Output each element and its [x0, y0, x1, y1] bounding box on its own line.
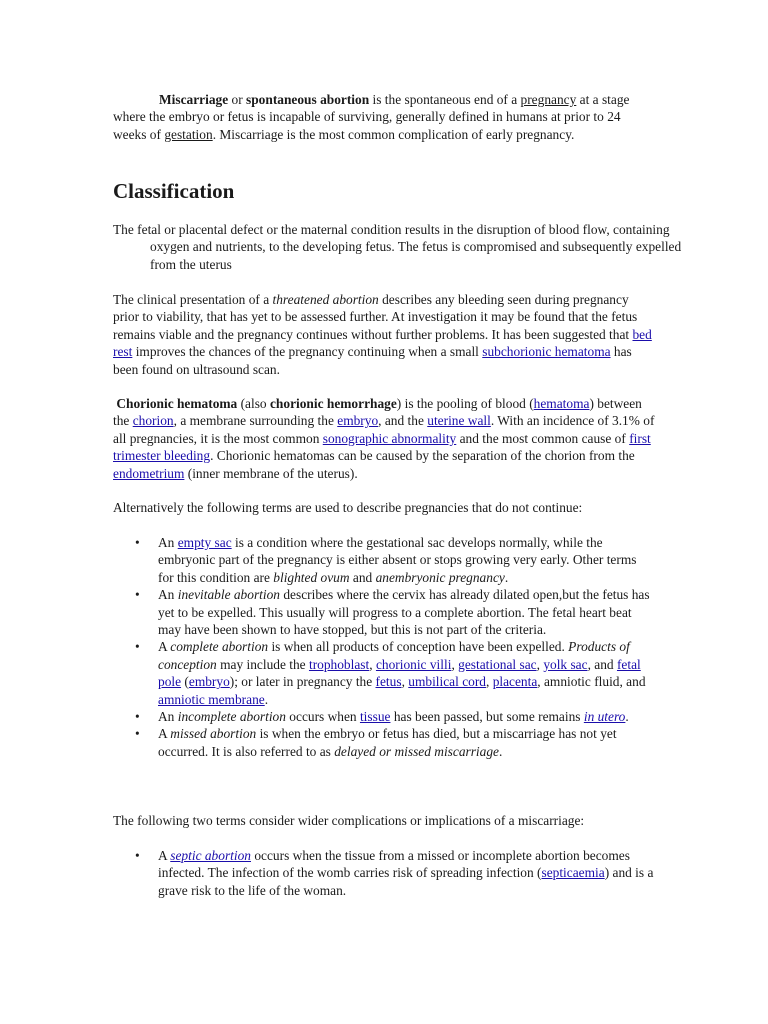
text: , [369, 656, 376, 672]
text: An [158, 709, 178, 725]
link-first-trimester-bleeding[interactable]: first trimester bleeding [113, 430, 651, 464]
link-amniotic-membrane[interactable]: amniotic membrane [158, 691, 265, 707]
text: . [264, 691, 269, 707]
text: ); or later in pregnancy the [229, 674, 376, 690]
term-threatened-abortion: threatened abortion [272, 292, 379, 307]
link-umbilical-cord[interactable]: umbilical cord [408, 674, 486, 690]
text: (inner membrane of the uterus). [184, 465, 358, 481]
term-complete-abortion: complete abortion [170, 639, 269, 655]
link-gestational-sac[interactable]: gestational sac [458, 656, 537, 672]
text: is the spontaneous end of a [369, 92, 521, 107]
bullet-icon: • [135, 709, 140, 725]
text: is when all products of conception have been expelled. [268, 639, 569, 655]
link-embryo-2[interactable]: embryo [188, 674, 230, 690]
list-item [113, 725, 655, 760]
term-inevitable-abortion: inevitable abortion [177, 587, 280, 603]
text: An [158, 587, 178, 603]
section-heading: Classification [113, 179, 235, 203]
list-pregnancy-terms [113, 534, 655, 760]
list-item [113, 847, 655, 899]
link-empty-sac[interactable]: empty sac [177, 535, 232, 550]
text: A [158, 726, 171, 742]
bullet-icon: • [135, 535, 140, 550]
text: . With an incidence of 3.1% of all pregnancies, it is the most common [113, 413, 655, 446]
link-trophoblast[interactable]: trophoblast [308, 656, 370, 672]
list-complications [113, 847, 655, 899]
list-item [113, 708, 655, 725]
text: , [451, 656, 459, 672]
paragraph-fetal-defect: The fetal or placental defect or the maternal condition results in the disruption of blood flow, containing oxygen and nutrients, to the developing fetus. The fetus is compromised and subsequently expelled from the uterus [113, 222, 682, 272]
list-item [113, 586, 655, 638]
link-septicaemia[interactable]: septicaemia [541, 865, 605, 881]
link-endometrium[interactable]: endometrium [113, 465, 185, 481]
list-item [113, 638, 655, 708]
link-septic-abortion[interactable] [170, 848, 251, 863]
text: An [158, 535, 178, 550]
term-spontaneous-abortion: spontaneous abortion [246, 92, 370, 107]
text: occurs when [285, 709, 360, 725]
text: A [158, 848, 171, 863]
paragraph-alternative-terms: Alternatively the following terms are used to describe pregnancies that do not continue: [113, 500, 583, 515]
text: ( [181, 674, 189, 690]
text: , and [587, 656, 617, 672]
link-embryo[interactable]: embryo [337, 413, 379, 429]
text: is a condition where the gestational sac develops normally, while the embryonic part of the pregnancy is either absent or stops growing very early. Other terms for this condition are [158, 535, 637, 585]
term-missed-abortion: missed abortion [170, 726, 257, 742]
link-uterine-wall[interactable]: uterine wall [427, 413, 491, 429]
text: . [625, 709, 629, 725]
term-chorionic-hematoma: Chorionic hematoma [116, 396, 238, 411]
term-incomplete-abortion: incomplete abortion [177, 709, 286, 725]
text: , amniotic fluid, and [537, 674, 646, 690]
link-placenta[interactable]: placenta [492, 674, 538, 690]
link-hematoma[interactable]: hematoma [533, 396, 590, 411]
text: occurs when the tissue from a missed or incomplete abortion becomes infected. The infection of the womb carries risk of spreading infection ( [158, 848, 630, 881]
link-sonographic-abnormality[interactable]: sonographic abnormality [322, 430, 457, 446]
text: . Miscarriage is the most common complication of early pregnancy. [212, 126, 575, 142]
text: ) is the pooling of blood ( [396, 396, 534, 411]
term-chorionic-hemorrhage: chorionic hemorrhage [269, 396, 397, 411]
link-chorionic-villi[interactable]: chorionic villi [375, 656, 452, 672]
paragraph-chorionic-hematoma [113, 395, 655, 482]
link-bed-rest[interactable]: bed rest [113, 326, 652, 360]
paragraph-wider-complications: The following two terms consider wider complications or implications of a miscarriage: [113, 813, 585, 828]
bullet-icon: • [135, 587, 140, 603]
text: ) between the [113, 396, 642, 429]
link-in-utero[interactable] [583, 709, 629, 725]
link-tissue[interactable]: tissue [359, 709, 391, 725]
intro-paragraph [113, 91, 655, 143]
text: . [504, 569, 509, 585]
term-delayed-missed-miscarriage: delayed or missed miscarriage [334, 743, 499, 759]
bullet-icon: • [135, 848, 140, 863]
text: , [401, 674, 409, 690]
list-item [113, 534, 655, 586]
text: , [485, 674, 493, 690]
term-blighted-ovum: blighted ovum [273, 569, 350, 585]
text: . Chorionic hematomas can be caused by the separation of the chorion from the [210, 448, 635, 464]
text: , and the [378, 413, 428, 429]
text: may include the [216, 656, 309, 672]
bullet-icon: • [135, 639, 140, 655]
bullet-icon: • [135, 726, 140, 742]
term-anembryonic-pregnancy: anembryonic pregnancy [375, 569, 505, 585]
text: , [536, 656, 544, 672]
text: . [499, 743, 503, 759]
text: The clinical presentation of a [113, 292, 273, 307]
text: A [158, 639, 171, 655]
link-fetus[interactable]: fetus [375, 674, 402, 690]
text: has been passed, but some remains [390, 709, 584, 725]
text: (also [237, 396, 270, 411]
text: and the most common cause of [456, 430, 630, 446]
link-gestation[interactable]: gestation [164, 126, 213, 142]
text: ) and is a grave risk to the life of the woman. [158, 865, 654, 898]
term-in-utero: in utero [583, 709, 626, 725]
term-miscarriage: Miscarriage [159, 92, 229, 107]
link-yolk-sac[interactable]: yolk sac [543, 656, 588, 672]
text: or [228, 92, 247, 107]
link-subchorionic-hematoma[interactable]: subchorionic hematoma [482, 344, 611, 360]
term-septic-abortion: septic abortion [170, 848, 251, 863]
text: has been found on ultrasound scan. [113, 344, 632, 377]
term-products-of-conception: Products of conception [158, 639, 630, 672]
paragraph-threatened-abortion [113, 291, 655, 378]
text: and [349, 569, 376, 585]
link-pregnancy[interactable]: pregnancy [520, 92, 577, 107]
link-fetal-pole[interactable]: fetal pole [158, 656, 641, 690]
text: improves the chances of the pregnancy continuing when a small [132, 344, 483, 360]
text: , a membrane surrounding the [173, 413, 338, 429]
text: describes where the cervix has already dilated open,but the fetus has yet to be expelled. This usually will progress to a complete abortion. The fetal heart beat may have been shown to have stopped, but this is not part of the criteria. [158, 587, 650, 638]
text: describes any bleeding seen during pregnancy prior to viability, that has yet to be assessed further. At investigation it may be found that the fetus remains viable and the pregnancy continues without further problems. It has been suggested that [113, 292, 638, 342]
link-chorion[interactable]: chorion [132, 413, 174, 429]
text: is when the embryo or fetus has died, but a miscarriage has not yet occurred. It is also referred to as [158, 726, 617, 759]
text: at a stage where the embryo or fetus is incapable of surviving, generally defined in humans at prior to 24 weeks of [113, 92, 630, 142]
